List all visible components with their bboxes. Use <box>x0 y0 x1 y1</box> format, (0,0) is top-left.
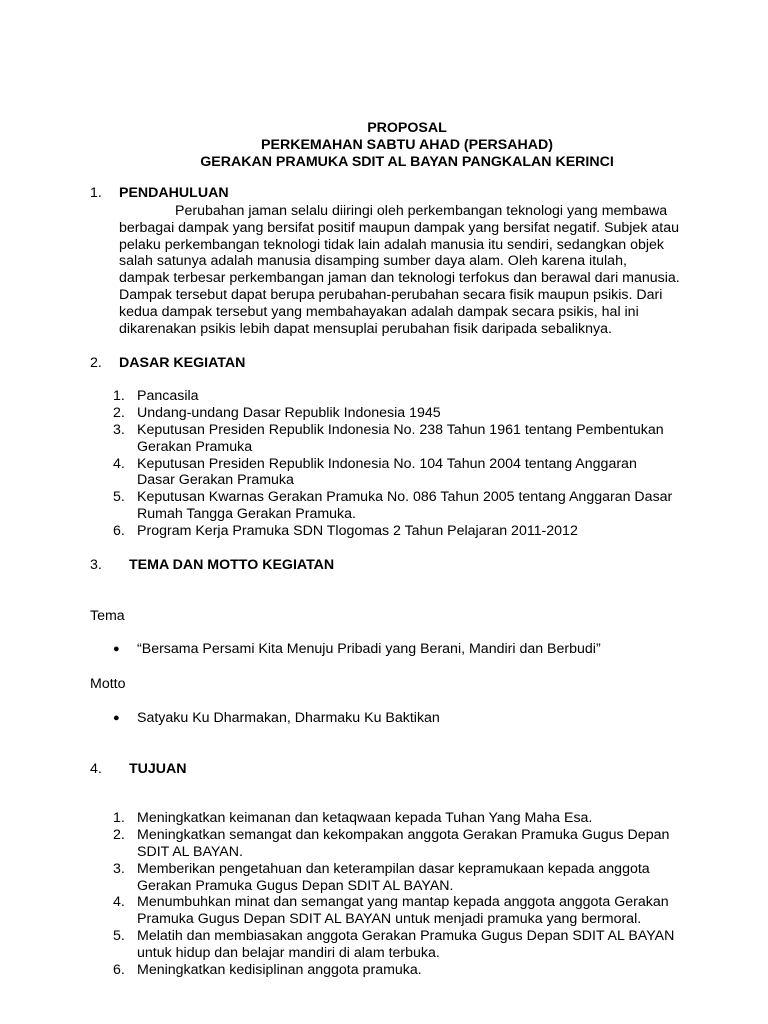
paragraph-line: berbagai dampak yang bersifat positif maupun dampak yang bersifat negatif. Subjek atau <box>119 219 679 236</box>
list-item <box>113 422 753 456</box>
title-line-2: PERKEMAHAN SABTU AHAD (PERSAHAD) <box>261 137 553 153</box>
section-3-heading: TEMA DAN MOTTO KEGIATAN <box>129 557 335 573</box>
paragraph-line: pelaku perkembangan teknologi tidak lain adalah manusia itu sendiri, sedangkan objek <box>119 236 665 253</box>
list-item-text: Program Kerja Pramuka SDN Tlogomas 2 Tahun Pelajaran 2011-2012 <box>137 523 578 540</box>
list-item-text: Meningkatkan keimanan dan ketaqwaan kepada Tuhan Yang Maha Esa. <box>137 810 593 826</box>
list-item-text: Keputusan Presiden Republik Indonesia No. 104 Tahun 2004 tentang Anggaran <box>137 455 637 472</box>
motto-label: Motto <box>90 676 126 692</box>
list-item-text: untuk hidup dan belajar mandiri di alam terbuka. <box>137 945 440 962</box>
section-1-paragraph <box>119 203 739 337</box>
list-item-number: 4. <box>113 455 125 472</box>
list-item-text: Memberikan pengetahuan dan keterampilan dasar kepramukaan kepada anggota <box>137 860 650 877</box>
bullet-icon: ● <box>113 712 120 724</box>
list-item <box>113 405 753 422</box>
list-item <box>113 810 753 827</box>
list-item-text: Gerakan Pramuka Gugus Depan SDIT AL BAYAN. <box>137 877 454 894</box>
paragraph-line: dampak terbesar perkembangan jaman dan teknologi terfokus dan berawal dari manusia. <box>119 270 680 287</box>
list-item <box>113 827 753 861</box>
list-item-text: Menumbuhkan minat dan semangat yang mantap kepada anggota anggota Gerakan <box>137 894 669 911</box>
list-item-number: 6. <box>113 523 125 540</box>
section-1-number: 1. <box>90 185 102 201</box>
list-item <box>113 894 753 928</box>
list-item <box>113 962 753 979</box>
section-2-heading: DASAR KEGIATAN <box>119 355 246 371</box>
list-item-number: 2. <box>113 826 125 843</box>
title-line-3: GERAKAN PRAMUKA SDIT AL BAYAN PANGKALAN KERINCI <box>200 154 614 170</box>
list-item <box>113 861 753 895</box>
paragraph-line: Perubahan jaman selalu diiringi oleh perkembangan teknologi yang membawa <box>175 203 668 219</box>
paragraph-line: Dampak tersebut dapat berupa perubahan-perubahan secara fisik maupun psikis. Dari <box>119 286 663 303</box>
list-item-text: Melatih dan membiasakan anggota Gerakan Pramuka Gugus Depan SDIT AL BAYAN <box>137 928 675 945</box>
bullet-icon: ● <box>113 643 120 655</box>
list-item <box>113 456 753 490</box>
list-item-text: Gerakan Pramuka <box>137 438 253 455</box>
section-1-heading: PENDAHULUAN <box>119 185 229 201</box>
list-item-text: Undang-undang Dasar Republik Indonesia 1945 <box>137 404 441 421</box>
section-4-heading: TUJUAN <box>129 761 187 777</box>
list-item-text: Keputusan Presiden Republik Indonesia No. 238 Tahun 1961 tentang Pembentukan <box>137 421 664 438</box>
list-item-number: 1. <box>113 388 125 404</box>
list-item-text: Pramuka Gugus Depan SDIT AL BAYAN untuk menjadi pramuka yang bermoral. <box>137 911 642 928</box>
list-item-text: Meningkatkan kedisiplinan anggota pramuka. <box>137 962 422 979</box>
motto-value: Satyaku Ku Dharmakan, Dharmaku Ku Baktikan <box>137 710 440 726</box>
list-item-number: 2. <box>113 404 125 421</box>
list-item <box>113 489 753 523</box>
list-item-text: Rumah Tangga Gerakan Pramuka. <box>137 506 356 523</box>
list-item-number: 3. <box>113 860 125 877</box>
paragraph-line: kedua dampak tersebut yang membahayakan adalah dampak secara psikis, hal ini <box>119 303 639 320</box>
list-item-number: 4. <box>113 894 125 911</box>
list-item-text: Dasar Gerakan Pramuka <box>137 472 294 489</box>
tema-value: “Bersama Persami Kita Menuju Pribadi yang Berani, Mandiri dan Berbudi” <box>137 641 601 657</box>
list-item <box>113 388 753 405</box>
section-4-number: 4. <box>90 761 102 777</box>
list-item-text: Pancasila <box>137 388 199 404</box>
list-item-number: 3. <box>113 421 125 438</box>
section-3-number: 3. <box>90 557 102 573</box>
title-line-1: PROPOSAL <box>367 120 447 136</box>
list-item-number: 5. <box>113 489 125 506</box>
list-item-number: 6. <box>113 962 125 979</box>
list-item-number: 5. <box>113 928 125 945</box>
list-item-text: SDIT AL BAYAN. <box>137 843 243 860</box>
paragraph-line: dikarenakan psikis lebih dapat mensuplai perubahan fisik daripada sebaliknya. <box>119 320 612 337</box>
list-item-number: 1. <box>113 810 125 826</box>
section-2-list <box>113 388 753 540</box>
list-item <box>113 523 753 540</box>
list-item-text: Keputusan Kwarnas Gerakan Pramuka No. 086 Tahun 2005 tentang Anggaran Dasar <box>137 489 673 506</box>
document-title <box>0 120 768 171</box>
section-4-list <box>113 810 753 979</box>
paragraph-line: salah satunya adalah manusia disamping sumber daya alam. Oleh karena itulah, <box>119 253 627 270</box>
tema-label: Tema <box>90 608 125 624</box>
list-item-text: Meningkatkan semangat dan kekompakan anggota Gerakan Pramuka Gugus Depan <box>137 826 670 843</box>
list-item <box>113 928 753 962</box>
section-2-number: 2. <box>90 355 102 371</box>
